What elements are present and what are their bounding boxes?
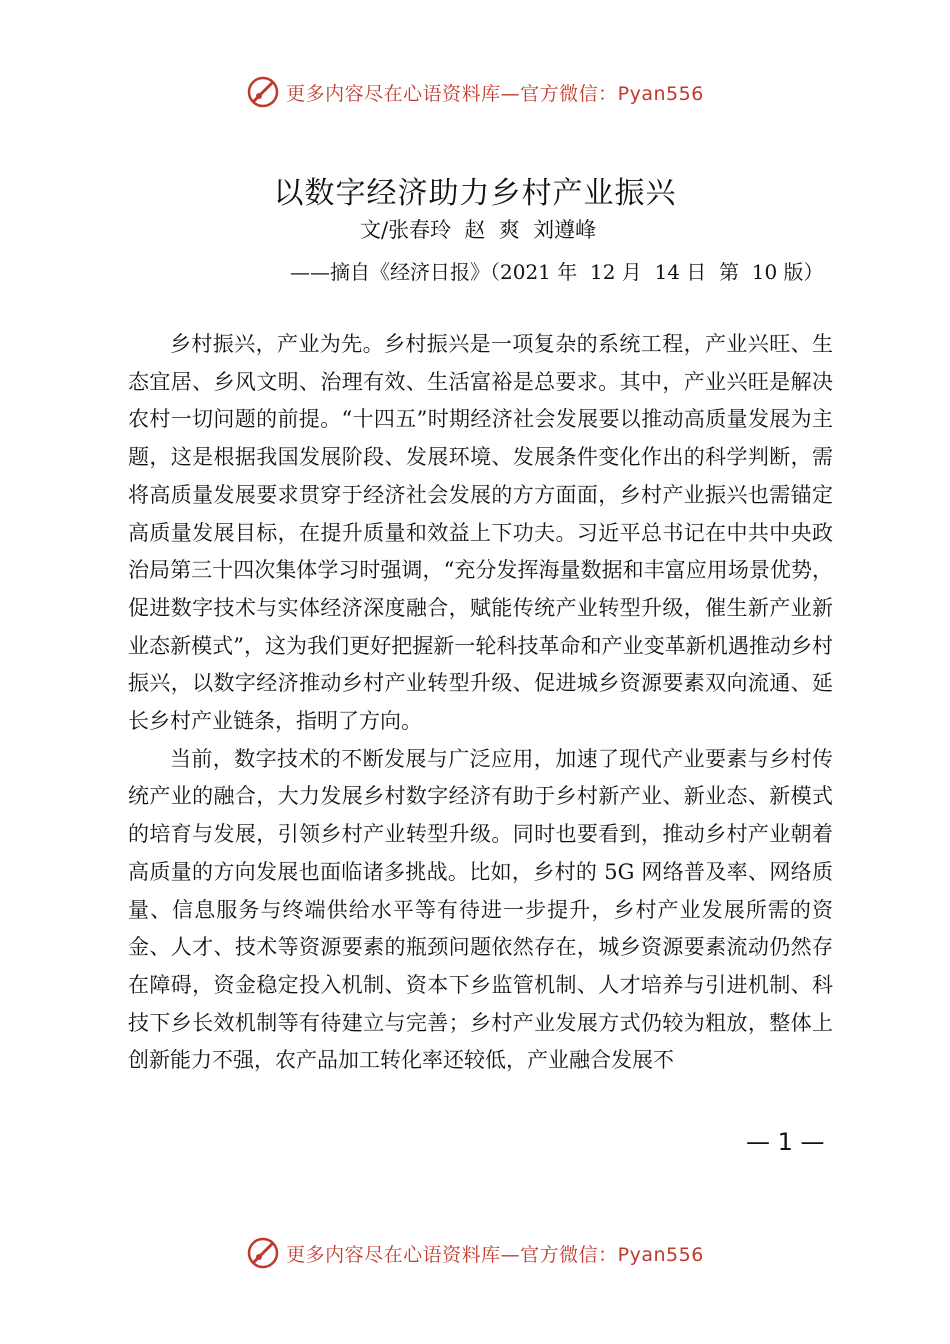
page-number: — 1 — — [746, 1128, 825, 1156]
brush-logo-icon — [246, 1236, 280, 1270]
article-authors: 文/张春玲 赵 爽 刘遵峰 — [360, 218, 597, 242]
article-body — [128, 326, 833, 1080]
watermark-header — [0, 72, 950, 112]
paragraph: 乡村振兴，产业为先。乡村振兴是一项复杂的系统工程，产业兴旺、生态宜居、乡风文明、治理有效、生活富裕是总要求。其中，产业兴旺是解决农村一切问题的前提。“十四五”时期经济社会发展要以推动高质量发展为主题，这是根据我国发展阶段、发展环境、发展条件变化作出的科学判断，需将高质量发展要求贯穿于经济社会发展的方方面面，乡村产业振兴也需锚定高质量发展目标，在提升质量和效益上下功夫。习近平总书记在中共中央政治局第三十四次集体学习时强调，“充分发挥海量数据和丰富应用场景优势，促进数字技术与实体经济深度融合，赋能传统产业转型升级，催生新产业新业态新模式”，这为我们更好把握新一轮科技革命和产业变革新机遇推动乡村振兴，以数字经济推动乡村产业转型升级、促进城乡资源要素双向流通、延长乡村产业链条，指明了方向。 — [128, 332, 833, 734]
article-title: 以数字经济助力乡村产业振兴 — [273, 176, 677, 211]
brush-logo-icon — [246, 75, 280, 109]
watermark-text: 更多内容尽在心语资料库—官方微信：Pyan556 — [286, 82, 704, 105]
article-source: ——摘自《经济日报》（2021 年 12 月 14 日 第 10 版） — [290, 260, 824, 284]
watermark-text: 更多内容尽在心语资料库—官方微信：Pyan556 — [286, 1243, 704, 1266]
paragraph: 当前，数字技术的不断发展与广泛应用，加速了现代产业要素与乡村传统产业的融合，大力发展乡村数字经济有助于乡村新产业、新业态、新模式的培育与发展，引领乡村产业转型升级。同时也要看到，推动乡村产业朝着高质量的方向发展也面临诸多挑战。比如，乡村的 5G 网络普及率、网络质量、信息服务与终端供给水平等有待进一步提升，乡村产业发展所需的资金、人才、技术等资源要素的瓶颈问题依然存在，城乡资源要素流动仍然存在障碍，资金稳定投入机制、资本下乡监管机制、人才培养与引进机制、科技下乡长效机制等有待建立与完善；乡村产业发展方式仍较为粗放，整体上创新能力不强，农产品加工转化率还较低，产业融合发展不 — [128, 746, 833, 1073]
watermark-footer — [0, 1233, 950, 1273]
